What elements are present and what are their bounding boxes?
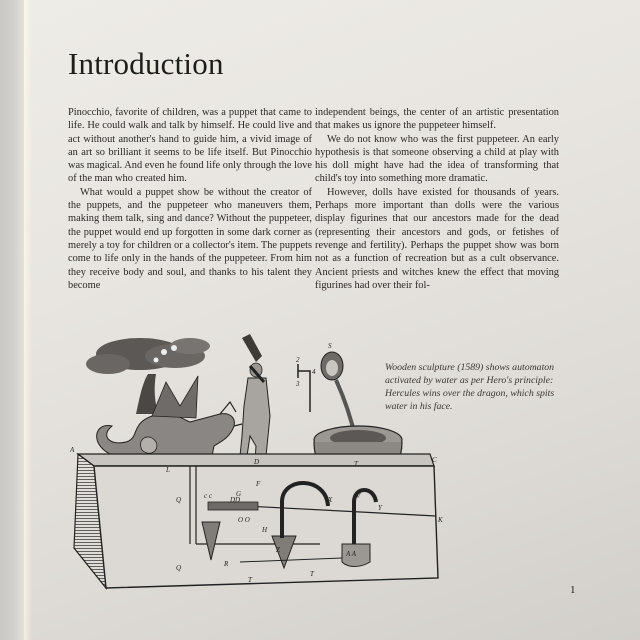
svg-text:3: 3	[296, 380, 300, 388]
svg-text:F: F	[256, 480, 261, 488]
svg-text:T: T	[354, 460, 358, 468]
page-title: Introduction	[68, 46, 224, 81]
text-column-right	[315, 106, 559, 292]
svg-text:T: T	[248, 576, 252, 584]
svg-text:R: R	[224, 560, 229, 568]
svg-text:S: S	[328, 342, 332, 350]
text-column-left	[68, 106, 312, 292]
book-gutter-edge	[0, 0, 24, 640]
svg-text:L: L	[166, 466, 170, 474]
svg-text:V: V	[356, 492, 361, 500]
svg-text:c c: c c	[204, 492, 212, 500]
svg-text:Q: Q	[176, 564, 182, 572]
paragraph: What would a puppet show be without the creator of the puppets, and the puppeteer who maneuvers them, making them talk, sing and dance? Without the puppeteer, the puppet would end up forgotten in some dark corner as merely a toy for children or a collector's item. The puppets come to life only in the hands of the puppeteer. From him they receive body and soul, and thanks to his talent they become	[68, 186, 312, 291]
svg-text:Q: Q	[176, 496, 182, 504]
svg-text:X: X	[328, 496, 333, 504]
paragraph: However, dolls have existed for thousands of years. Perhaps more important than dolls were the various display figurines that our ancestors made for the dead (representing their ancestors and gods, or fetishes of revenge and fertility). Perhaps the puppet show was born not as a function of recreation but as a cult observance. Ancient priests and witches knew the effect that moving figurines had over their fol-	[315, 186, 559, 291]
svg-text:4: 4	[312, 368, 316, 376]
svg-text:A: A	[70, 446, 75, 454]
svg-text:Z: Z	[276, 546, 280, 554]
paragraph: We do not know who was the first puppeteer. An early hypothesis is that someone observing a child at play with his doll might have had the idea of transforming that child's toy into something more dramatic.	[315, 133, 559, 185]
figure-caption: Wooden sculpture (1589) shows automaton activated by water as per Hero's principle: Hercules wins over the dragon, which spits water in his face.	[385, 362, 555, 412]
svg-text:T: T	[310, 570, 314, 578]
book-page	[24, 0, 640, 640]
paragraph: Pinocchio, favorite of children, was a puppet that came to life. He could walk and talk by himself. He could live and act without another's hand to guide him, a vivid image of an art so brilliant it seems to be life itself. But Pinocchio was magical. And even he found life only through the love of the man who created him.	[68, 107, 312, 185]
svg-text:C: C	[432, 456, 437, 464]
svg-text:2: 2	[296, 356, 300, 364]
svg-text:A A: A A	[346, 550, 357, 558]
svg-text:H: H	[262, 526, 268, 534]
svg-text:O O: O O	[238, 516, 250, 524]
paragraph: independent beings, the center of an artistic presentation that makes us ignore the puppeteer himself.	[315, 107, 559, 132]
svg-text:K: K	[438, 516, 443, 524]
svg-text:Y: Y	[378, 504, 382, 512]
page-number: 1	[570, 584, 576, 596]
svg-text:DD: DD	[230, 496, 241, 504]
svg-text:D: D	[254, 458, 260, 466]
mechanism-box-drawing	[74, 454, 438, 588]
svg-text:G: G	[236, 490, 242, 498]
